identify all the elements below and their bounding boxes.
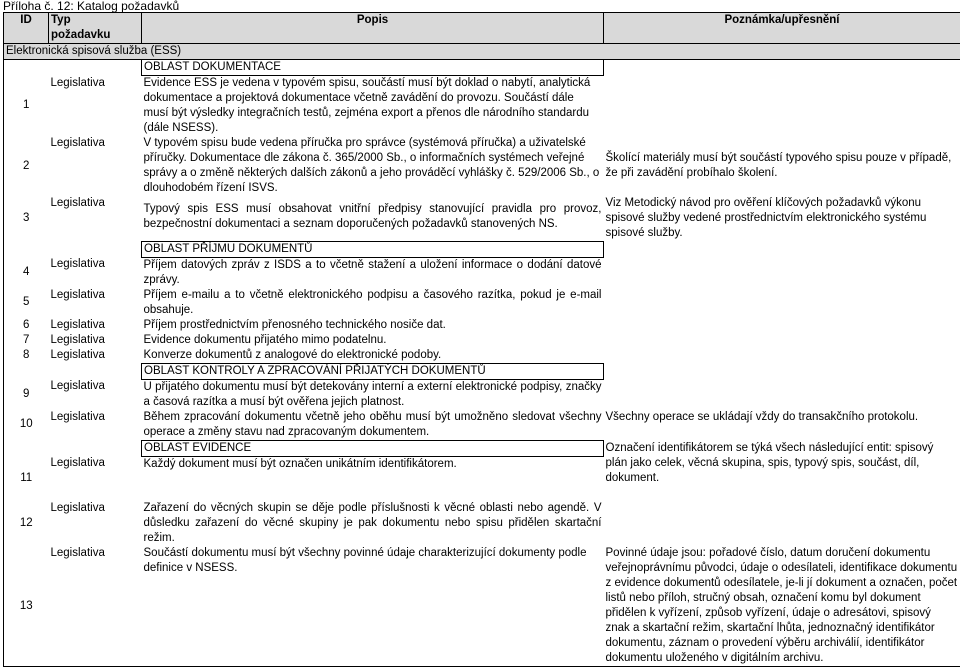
row-type: Legislativa: [49, 196, 142, 241]
row-type: Legislativa: [49, 288, 142, 318]
row-note: [604, 501, 960, 546]
section-row: [4, 44, 960, 60]
header-note: Poznámka/upřesnění: [604, 13, 960, 44]
row-note: [604, 257, 960, 288]
table-row: [4, 501, 960, 546]
row-type: Legislativa: [49, 379, 142, 410]
row-type: Legislativa: [49, 76, 142, 137]
row-note: Všechny operace se ukládají vždy do transakčního protokolu.: [604, 410, 960, 441]
table-row: [4, 288, 960, 318]
row-id: 4: [4, 257, 49, 288]
table-row: [4, 136, 960, 196]
row-type: Legislativa: [49, 456, 142, 501]
row-note: Označení identifikátorem se týká všech následující entit: spisový plán jako celek, věcná skupina, spis, typový spis, součást, díl, dokument.: [604, 441, 960, 486]
area-intake: OBLAST PŘÍJMU DOKUMENTŮ: [142, 241, 604, 257]
row-description: V typovém spisu bude vedena příručka pro správce (systémová příručka) a uživatelské příručky. Dokumentace dle zákona č. 365/2000 Sb., o informačních systémech veřejné správy a o změně některých dalších zákonů a jeho prováděcí vyhlášky č. 529/2006 Sb., o dlouhodobém řízení ISVS.: [142, 136, 604, 196]
row-id: 2: [4, 136, 49, 196]
row-note: [604, 318, 960, 333]
row-type: Legislativa: [49, 333, 142, 348]
row-description: Evidence ESS je vedena v typovém spisu, součástí musí být doklad o nabytí, analytická dokumentace a projektová dokumentace včetně zavádění do provozu. Součástí dále musí být výsledky integračních testů, zejména export a přenos dle národního standardu (dále NSESS).: [142, 76, 604, 137]
row-description: Příjem prostřednictvím přenosného technického nosiče dat.: [142, 318, 604, 333]
row-id: 10: [4, 410, 49, 441]
row-description: Příjem e-mailu a to včetně elektronického podpisu a časového razítka, pokud je e-mail obsahuje.: [142, 288, 604, 318]
row-note: Povinné údaje jsou: pořadové číslo, datum doručení dokumentu veřejnoprávnímu původci, údaje o odesílateli, identifikace dokumentu z evidence dokumentů odesílatele, je-li jí dokument a označen, počet listů nebo příloh, stručný obsah, označení komu byl dokument přidělen k vyřízení, způsob vyřízení, údaje o adresátovi, spisový znak a skartační režim, skartační lhůta, jednoznačný identifikátor dokumentu, záznam o provedení výběru archiválií, identifikátor dokumentu uloženého v digitálním archivu.: [604, 546, 960, 667]
table-row: [4, 379, 960, 410]
row-description: Konverze dokumentů z analogové do elektronické podoby.: [142, 348, 604, 364]
row-id: 5: [4, 288, 49, 318]
table-row: [4, 333, 960, 348]
row-note: [604, 348, 960, 364]
row-description: Každý dokument musí být označen unikátním identifikátorem.: [142, 456, 604, 501]
row-type: Legislativa: [49, 546, 142, 667]
row-note: [604, 333, 960, 348]
row-description: Typový spis ESS musí obsahovat vnitřní předpisy stanovující pravidla pro provoz, bezpečnostní dokumentaci a seznam doporučených požadavků stanovených NS.: [142, 196, 604, 241]
row-note: Viz Metodický návod pro ověření klíčových požadavků výkonu spisové služby vedené prostřednictvím elektronického systému spisové služby.: [604, 196, 960, 241]
row-note: [604, 288, 960, 318]
table-header-row: [4, 13, 960, 44]
row-id: 3: [4, 196, 49, 241]
row-note: [604, 76, 960, 137]
header-id: ID: [4, 13, 49, 44]
row-description: Evidence dokumentu přijatého mimo podatelnu.: [142, 333, 604, 348]
area-documentation: OBLAST DOKUMENTACE: [142, 60, 604, 76]
table-row: [4, 410, 960, 441]
row-description: Během zpracování dokumentu včetně jeho oběhu musí být umožněno sledovat všechny operace a změny stavu nad zpracovaným dokumentem.: [142, 410, 604, 441]
area-control: OBLAST KONTROLY A ZPRACOVÁNÍ PŘIJATÝCH DOKUMENTŮ: [142, 363, 604, 379]
row-id: 6: [4, 318, 49, 333]
table-row: [4, 76, 960, 137]
section-title: Elektronická spisová služba (ESS): [4, 44, 604, 60]
row-type: Legislativa: [49, 501, 142, 546]
row-id: 8: [4, 348, 49, 364]
row-description: Příjem datových zpráv z ISDS a to včetně stažení a uložení informace o dodání datové zprávy.: [142, 257, 604, 288]
row-note: [604, 379, 960, 410]
table-row: [4, 456, 960, 501]
table-row: [4, 546, 960, 667]
table-row: [4, 318, 960, 333]
row-note: Školící materiály musí být součástí typového spisu pouze v případě, že při zavádění probíhalo školení.: [604, 136, 960, 196]
area-row: [4, 241, 960, 257]
requirements-catalog-table: [3, 12, 960, 667]
area-row: [4, 60, 960, 76]
row-type: Legislativa: [49, 318, 142, 333]
area-row: [4, 363, 960, 379]
table-row: [4, 196, 960, 241]
header-type: Typ požadavku: [49, 13, 142, 44]
row-type: Legislativa: [49, 348, 142, 364]
document-caption: Příloha č. 12: Katalog požadavků: [3, 0, 179, 13]
row-type: Legislativa: [49, 136, 142, 196]
row-id: 11: [4, 456, 49, 501]
table-row: [4, 348, 960, 364]
row-type: Legislativa: [49, 410, 142, 441]
row-id: 9: [4, 379, 49, 410]
row-description: Součástí dokumentu musí být všechny povinné údaje charakterizující dokumenty podle definice v NSESS.: [142, 546, 604, 667]
row-id: 1: [4, 76, 49, 137]
area-records: OBLAST EVIDENCE: [142, 440, 604, 456]
row-id: 7: [4, 333, 49, 348]
header-description: Popis: [142, 13, 604, 44]
row-description: Zařazení do věcných skupin se děje podle příslušnosti k věcné oblasti nebo agendě. V důsledku zařazení do věcné skupiny je pak dokumentu nebo spisu přidělen skartační režim.: [142, 501, 604, 546]
row-id: 12: [4, 501, 49, 546]
row-id: 13: [4, 546, 49, 667]
row-description: U přijatého dokumentu musí být detekovány interní a externí elektronické podpisy, značky a časová razítka a musí být ověřena jejich platnost.: [142, 379, 604, 410]
row-type: Legislativa: [49, 257, 142, 288]
table-row: [4, 257, 960, 288]
